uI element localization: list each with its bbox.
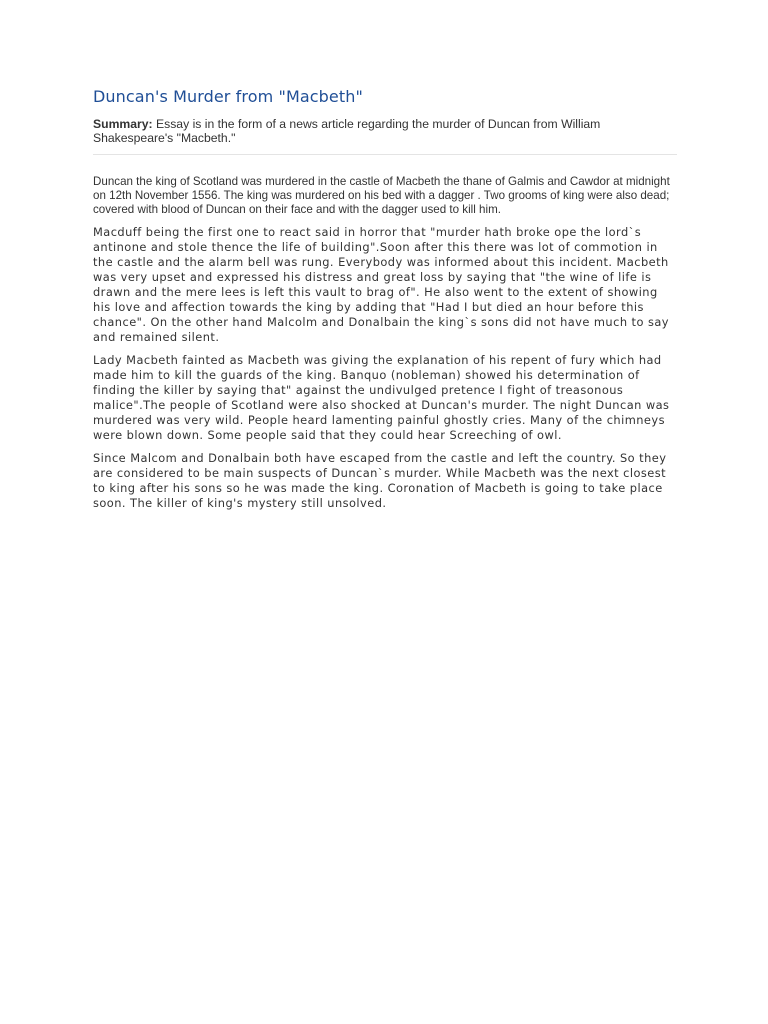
article [93,86,677,511]
article-lead-paragraph: Duncan the king of Scotland was murdered in the castle of Macbeth the thane of Galmis and Cawdor at midnight on 12th November 1556. The king was murdered on his bed with a dagger . Two grooms of king were also dead; covered with blood of Duncan on their face and with the dagger used to kill him. [93,175,670,216]
article-paragraph-macduff: Macduff being the first one to react said in horror that "murder hath broke ope the lord`s antinone and stole thence the life of building".Soon after this there was lot of commotion in the castle and the alarm bell was rung. Everybody was informed about this incident. Macbeth was very upset and expressed his distress and great loss by saying that "the wine of life is drawn and the mere lees is left this vault to brag of". He also went to the extent of showing his love and affection towards the king by adding that "Had I but died an hour before this chance". On the other hand Malcolm and Donalbain the king`s sons did not have much to say and remained silent. [93,225,669,344]
summary-label: Summary: [93,117,153,131]
article-paragraph-lady-macbeth: Lady Macbeth fainted as Macbeth was giving the explanation of his repent of fury which had made him to kill the guards of the king. Banquo (nobleman) showed his determination of finding the killer by saying that" against the undivulged pretence I fight of treasonous malice".The people of Scotland were also shocked at Duncan's murder. The night Duncan was murdered was very wild. People heard lamenting painful ghostly cries. Many of the chimneys were blown down. Some people said that they could hear Screeching of owl. [93,353,670,442]
summary-divider [93,154,677,155]
article-title: Duncan's Murder from "Macbeth" [93,87,363,106]
summary-text: Essay is in the form of a news article regarding the murder of Duncan from William Shakespeare's "Macbeth." [93,117,601,145]
article-summary [93,117,677,145]
article-paragraph-suspects: Since Malcom and Donalbain both have escaped from the castle and left the country. So they are considered to be main suspects of Duncan`s murder. While Macbeth was the next closest to king after his sons so he was made the king. Coronation of Macbeth is going to take place soon. The killer of king's mystery still unsolved. [93,451,667,510]
